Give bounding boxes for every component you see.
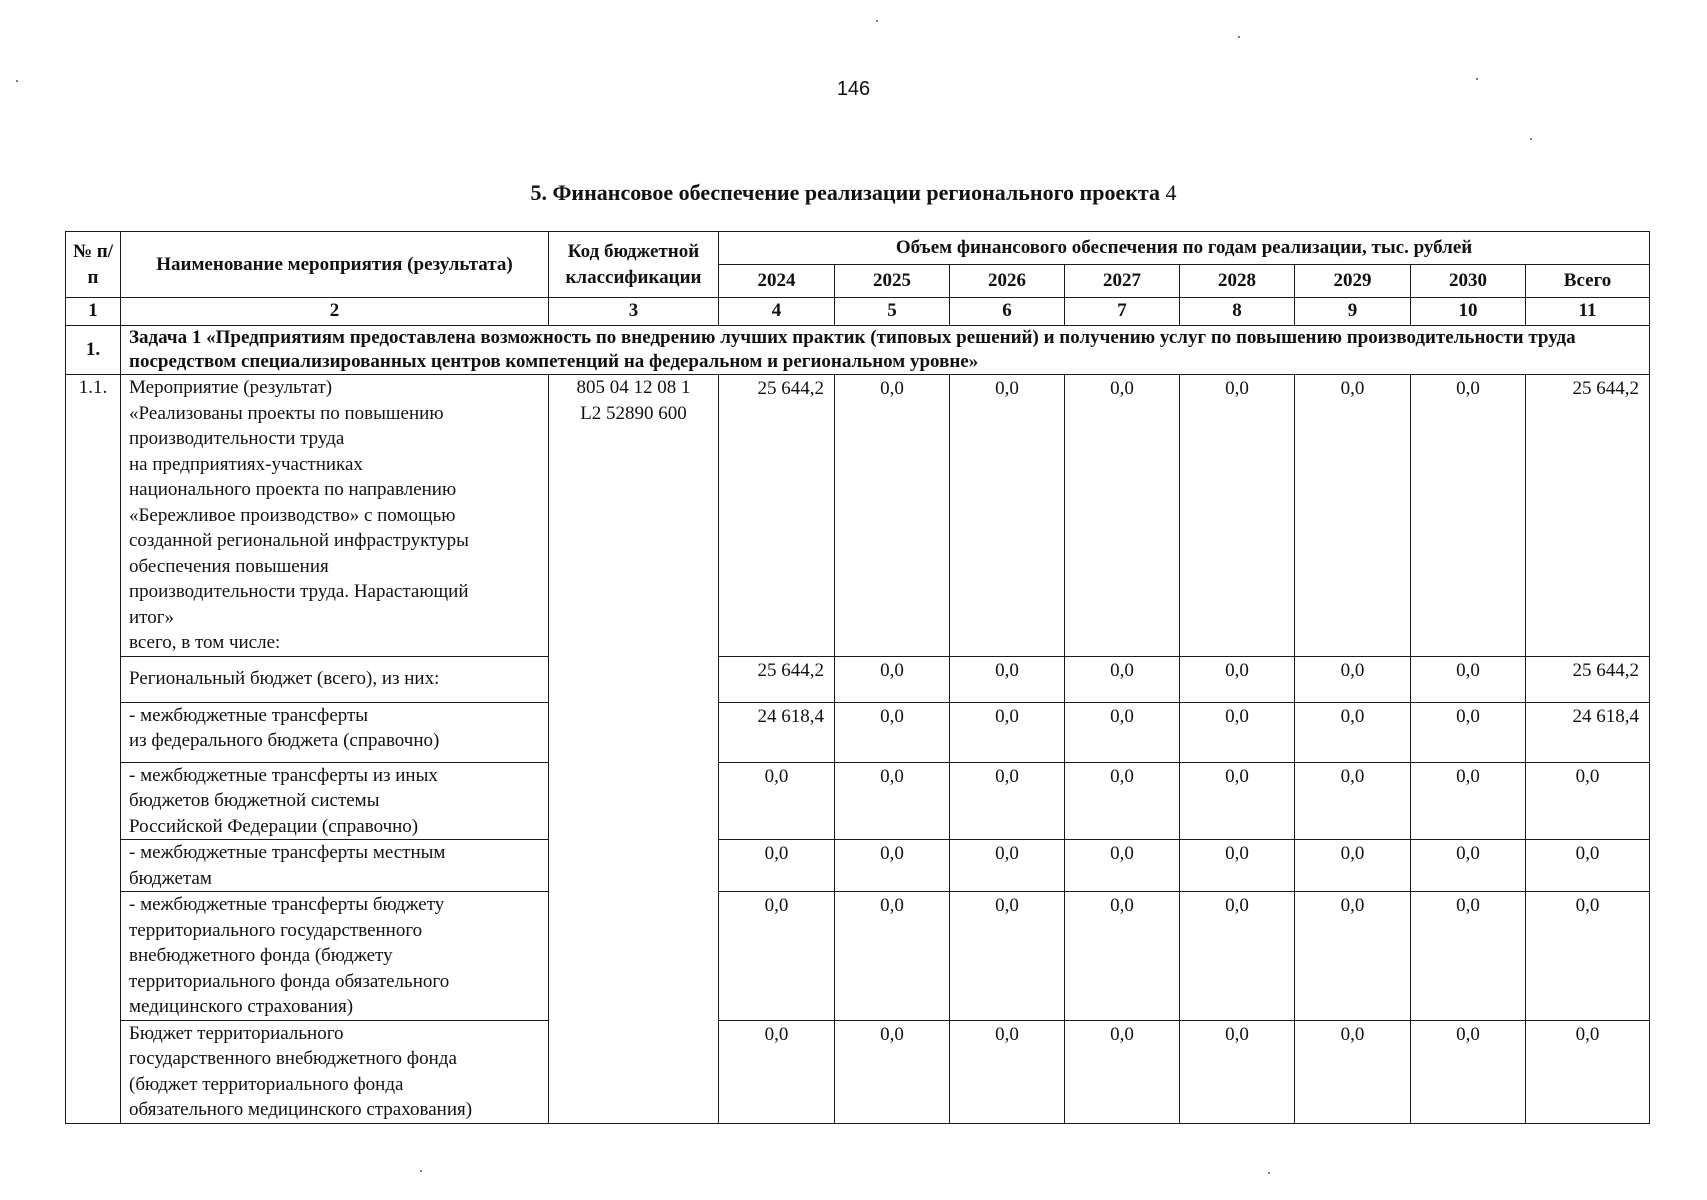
row-name-line: Бюджет территориального	[129, 1022, 344, 1044]
value-cell: 0,0	[1065, 375, 1180, 657]
value-cell: 0,0	[835, 656, 950, 702]
budget-code-line: L2 52890 600	[580, 402, 687, 424]
table-row	[66, 702, 1650, 762]
value-cell: 0,0	[1180, 656, 1295, 702]
header-year: 2024	[719, 265, 835, 298]
value-cell: 0,0	[1526, 892, 1650, 1021]
table-row	[66, 375, 1650, 657]
value-cell: 0,0	[719, 840, 835, 892]
row-name-line: внебюджетного фонда (бюджету	[129, 945, 393, 966]
value-cell: 0,0	[1065, 702, 1180, 762]
row-index: 1.1.	[66, 375, 121, 1124]
header-year: 2026	[950, 265, 1065, 298]
value-cell: 25 644,2	[1526, 656, 1650, 702]
value-cell: 0,0	[835, 840, 950, 892]
value-cell: 0,0	[950, 762, 1065, 840]
value-cell: 0,0	[1526, 840, 1650, 892]
value-cell: 24 618,4	[719, 702, 835, 762]
row-name-line: - межбюджетные трансферты из иных	[129, 764, 438, 786]
row-name-line: Мероприятие (результат)	[129, 377, 333, 398]
column-number: 8	[1180, 298, 1295, 326]
value-cell: 0,0	[835, 1020, 950, 1123]
row-name-line: из федерального бюджета (справочно)	[129, 730, 440, 751]
column-number: 3	[549, 298, 719, 326]
budget-code	[549, 375, 719, 1124]
value-cell: 0,0	[1180, 840, 1295, 892]
value-cell: 0,0	[719, 892, 835, 1021]
value-cell: 0,0	[835, 375, 950, 657]
value-cell: 0,0	[1065, 1020, 1180, 1123]
value-cell: 0,0	[950, 656, 1065, 702]
value-cell: 0,0	[1065, 656, 1180, 702]
value-cell: 0,0	[950, 702, 1065, 762]
header-year: 2025	[835, 265, 950, 298]
row-name-line: на предприятиях-участниках	[129, 453, 363, 475]
value-cell: 0,0	[1180, 1020, 1295, 1123]
value-cell: 25 644,2	[719, 375, 835, 657]
value-cell: 0,0	[1411, 1020, 1526, 1123]
value-cell: 0,0	[950, 892, 1065, 1021]
row-name-line: территориального фонда обязательного	[129, 970, 450, 992]
row-name-line: всего, в том числе:	[129, 632, 281, 653]
value-cell: 0,0	[1295, 762, 1411, 840]
column-number: 10	[1411, 298, 1526, 326]
row-name-line: медицинского страхования)	[129, 996, 354, 1017]
row-name	[121, 1020, 549, 1123]
row-name-line: Региональный бюджет (всего), из них:	[129, 668, 440, 690]
row-name-line: Российской Федерации (справочно)	[129, 815, 419, 837]
row-name-line: - межбюджетные трансферты местным	[129, 842, 446, 863]
value-cell: 0,0	[835, 762, 950, 840]
row-name-line: территориального государственного	[129, 919, 423, 941]
task-number: 1.	[66, 326, 121, 375]
header-year: 2028	[1180, 265, 1295, 298]
column-number: 4	[719, 298, 835, 326]
row-name	[121, 375, 549, 657]
budget-code-line: 805 04 12 08 1	[576, 377, 691, 398]
value-cell: 0,0	[950, 1020, 1065, 1123]
value-cell: 0,0	[835, 892, 950, 1021]
value-cell: 0,0	[1295, 375, 1411, 657]
row-name-line: обеспечения повышения	[129, 555, 329, 577]
value-cell: 25 644,2	[1526, 375, 1650, 657]
value-cell: 0,0	[950, 375, 1065, 657]
table-row	[66, 840, 1650, 892]
header-year: 2029	[1295, 265, 1411, 298]
value-cell: 0,0	[1180, 762, 1295, 840]
value-cell: 0,0	[1411, 892, 1526, 1021]
table-row	[66, 1020, 1650, 1123]
column-number: 9	[1295, 298, 1411, 326]
row-name	[121, 656, 549, 702]
section-title-text: 5. Финансовое обеспечение реализации регионального проекта	[530, 180, 1160, 205]
task-row	[66, 326, 1650, 375]
value-cell: 0,0	[1180, 375, 1295, 657]
row-name-line: итог»	[129, 606, 175, 628]
value-cell: 24 618,4	[1526, 702, 1650, 762]
row-name	[121, 840, 549, 892]
value-cell: 0,0	[1295, 892, 1411, 1021]
value-cell: 25 644,2	[719, 656, 835, 702]
value-cell: 0,0	[1411, 656, 1526, 702]
row-name-line: бюджетов бюджетной системы	[129, 790, 380, 811]
column-number: 7	[1065, 298, 1180, 326]
row-name	[121, 892, 549, 1021]
row-name-line: бюджетам	[129, 867, 212, 889]
task-text: Задача 1 «Предприятиям предоставлена возможность по внедрению лучших практик (типовых решений) и получению услуг по повышению производительности труда посредством специализированных центров компетенций на федеральном и региональном уровне»	[121, 326, 1650, 375]
column-number: 5	[835, 298, 950, 326]
row-name-line: созданной региональной инфраструктуры	[129, 530, 469, 551]
value-cell: 0,0	[950, 840, 1065, 892]
row-name	[121, 702, 549, 762]
value-cell: 0,0	[1295, 1020, 1411, 1123]
table-row	[66, 892, 1650, 1021]
row-name-line: «Бережливое производство» с помощью	[129, 504, 456, 526]
row-name	[121, 762, 549, 840]
row-name-line: - межбюджетные трансферты бюджету	[129, 894, 445, 915]
value-cell: 0,0	[719, 762, 835, 840]
header-year: 2030	[1411, 265, 1526, 298]
header-code: Код бюджетной классификации	[549, 232, 719, 298]
row-name-line: (бюджет территориального фонда	[129, 1073, 404, 1095]
row-name-line: обязательного медицинского страхования)	[129, 1099, 473, 1120]
header-volume: Объем финансового обеспечения по годам реализации, тыс. рублей	[719, 232, 1650, 265]
row-name-line: производительности труда. Нарастающий	[129, 581, 469, 602]
value-cell: 0,0	[1065, 892, 1180, 1021]
header-year: 2027	[1065, 265, 1180, 298]
value-cell: 0,0	[1411, 762, 1526, 840]
value-cell: 0,0	[1065, 840, 1180, 892]
table-row	[66, 656, 1650, 702]
column-numbers-row	[66, 298, 1650, 326]
header-year: Всего	[1526, 265, 1650, 298]
section-title-suffix: 4	[1165, 180, 1177, 205]
header-name: Наименование мероприятия (результата)	[121, 232, 549, 298]
value-cell: 0,0	[1065, 762, 1180, 840]
value-cell: 0,0	[719, 1020, 835, 1123]
value-cell: 0,0	[1526, 1020, 1650, 1123]
row-name-line: государственного внебюджетного фонда	[129, 1048, 457, 1069]
section-title	[0, 180, 1707, 206]
column-number: 11	[1526, 298, 1650, 326]
row-name-line: «Реализованы проекты по повышению	[129, 402, 444, 424]
value-cell: 0,0	[1295, 656, 1411, 702]
column-number: 6	[950, 298, 1065, 326]
page-number: 146	[836, 78, 871, 100]
value-cell: 0,0	[1180, 702, 1295, 762]
value-cell: 0,0	[1411, 702, 1526, 762]
value-cell: 0,0	[1411, 375, 1526, 657]
column-number: 1	[66, 298, 121, 326]
row-name-line: - межбюджетные трансферты	[129, 704, 369, 726]
value-cell: 0,0	[1411, 840, 1526, 892]
table-row	[66, 762, 1650, 840]
value-cell: 0,0	[1180, 892, 1295, 1021]
row-name-line: национального проекта по направлению	[129, 479, 457, 500]
value-cell: 0,0	[1295, 702, 1411, 762]
row-name-line: производительности труда	[129, 428, 345, 449]
value-cell: 0,0	[1526, 762, 1650, 840]
value-cell: 0,0	[1295, 840, 1411, 892]
financing-table	[65, 231, 1650, 1124]
value-cell: 0,0	[835, 702, 950, 762]
header-num: № п/п	[66, 232, 121, 298]
column-number: 2	[121, 298, 549, 326]
